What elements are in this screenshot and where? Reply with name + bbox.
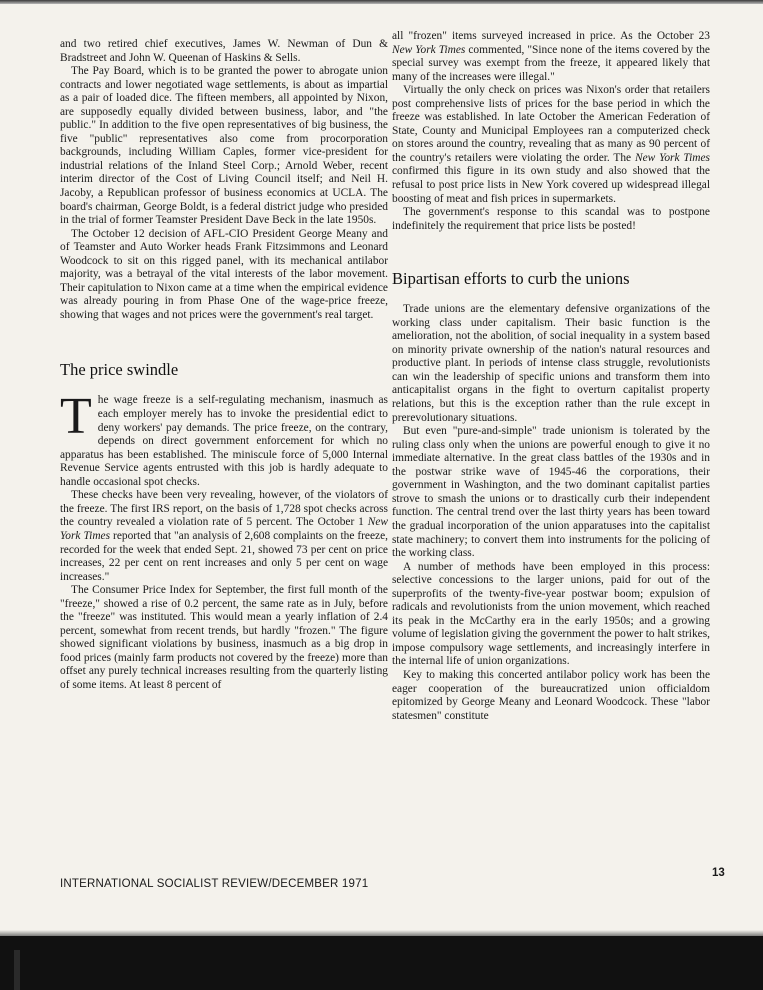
- paragraph: [60, 489, 388, 584]
- dropcap-letter: T: [60, 388, 92, 446]
- paragraph: The government's response to this scandal was to postpone indefinitely the requirement that price lists be posted!: [392, 206, 710, 232]
- paragraph: But even "pure-and-simple" trade unionism is tolerated by the ruling class only when the unions are powerful enough to give it no immediate alternative. In the great class battles of the 1930s and in the postwar strike wave of 1945-46 the corporations, their government in Washington, and the two dominant capitalist parties strove to smash the unions or to drastically curb their independent function. The central trend over the last thirty years has been toward the gradual incorporation of the union apparatuses into the capitalist state machinery; to convert them into instruments for the policing of the working class.: [392, 425, 710, 560]
- paragraph: Key to making this concerted antilabor policy work has been the eager cooperation of the bureaucratized union officialdom epitomized by George Meany and Leonard Woodcock. These "labor statesmen" constitute: [392, 668, 710, 722]
- page-number: 13: [712, 867, 725, 879]
- right-column: [392, 30, 710, 723]
- paragraph-text: commented, "Since none of the items covered by the special survey was exempt from the freeze, it appeared likely that many of the increases were illegal.": [392, 43, 710, 83]
- paragraph-text: reported that "an analysis of 2,608 complaints on the freeze, recorded for the week that ended Sept. 21, showed 73 per cent on price increases, 22 per cent on rent increases and only 5 per cent on wage increases.": [60, 529, 389, 583]
- scan-bottom-edge: [0, 936, 763, 990]
- newspaper-title: New York Times: [60, 516, 388, 542]
- dropcap-paragraph: [60, 388, 388, 489]
- publication-footer: INTERNATIONAL SOCIALIST REVIEW/DECEMBER 1971: [60, 878, 369, 890]
- paragraph-text: all "frozen" items surveyed increased in price. As the October 23: [392, 30, 710, 42]
- dropcap-paragraph-text: he wage freeze is a self-regulating mechanism, inasmuch as each employer merely has to invoke the presidential edict to deny workers' pay demands. The price freeze, on the contrary, depends on direct government enforcement for which no apparatus has been established. The miniscule force of 5,000 Internal Revenue Service agents entrusted with this job is hardly adequate to handle occasional spot checks.: [60, 394, 388, 488]
- paragraph-text: These checks have been very revealing, however, of the violators of the freeze. The first IRS report, on the basis of 1,728 spot checks across the country revealed a violation rate of 5 percent. The October 1: [60, 489, 388, 529]
- paragraph: [392, 84, 710, 206]
- paragraph: A number of methods have been employed in this process: selective concessions to the larger unions, paid for out of the superprofits of the twenty-five-year postwar boom; expulsion of radicals and revolutionists from the union movement, which reached its peak in the McCarthy era in the early 1950s; and a growing volume of legislation giving the government the power to halt strikes, impose compulsory wage settlements, and increasingly interfere in the internal life of union organizations.: [392, 560, 710, 668]
- paragraph-text: Virtually the only check on prices was Nixon's order that retailers post comprehensive lists of prices for the base period in which the freeze was established. In late October the American Federation of State, County and Municipal Employees ran a computerized check on stores around the country, revealing that as many as 90 percent of the country's retailers were violating the order. The: [392, 84, 710, 164]
- section-heading-price-swindle: The price swindle: [60, 360, 179, 380]
- paragraph: The Consumer Price Index for September, the first full month of the "freeze," showed a rise of 0.2 percent, the same rate as in July, before the "freeze" was instituted. This would mean a yearly inflation of 2.4 percent, somewhat from recent trends, but hardly "frozen." The figure showed significant violations by business, inasmuch as a big drop in food prices (mainly farm products not covered by the freeze) more than offset any purely technical increases resulting from the quarterly listing of some items. At least 8 percent of: [60, 584, 388, 691]
- section-heading-bipartisan-efforts: Bipartisan efforts to curb the unions: [392, 269, 630, 289]
- scan-top-edge: [0, 0, 763, 4]
- left-column: [60, 38, 388, 693]
- scan-edge-mark: [14, 950, 20, 990]
- newspaper-title: New York Times: [392, 43, 466, 56]
- paragraph: Trade unions are the elementary defensive organizations of the working class under capitalism. Their basic function is the amelioration, not the abolition, of social inequality in a system based on minority private ownership of the nation's natural resources and productive plant. In periods of intense class struggle, revolutionists can win the leadership of specific unions and transform them into anticapitalist organs in the fight to overturn capitalist property relations, but this is the exception rather than the rule except in prerevolutionary situations.: [392, 303, 710, 424]
- paragraph: and two retired chief executives, James W. Newman of Dun & Bradstreet and John W. Queenan of Haskins & Sells.: [60, 38, 388, 64]
- paragraph: The Pay Board, which is to be granted the power to abrogate union contracts and lower negotiated wage settlements, is about as impartial as a pair of loaded dice. The fifteen members, all appointed by Nixon, are supposedly equally divided between business, labor, and "the public." In addition to the five open representatives of big business, the five "public" representatives also come from procorporation backgrounds, including William Caples, former vice-president for industrial relations of the Inland Steel Corp.; Arnold Weber, recent interim director of the Cost of Living Council itself; and Neil H. Jacoby, a Republican professor of business economics at UCLA. The board's chairman, George Boldt, is a federal district judge who presided in the trial of former Teamster President Dave Beck in the late 1950s.: [60, 65, 388, 227]
- paragraph: [392, 30, 710, 84]
- newspaper-title: New York Times: [634, 151, 710, 164]
- paragraph: The October 12 decision of AFL-CIO President George Meany and of Teamster and Auto Worker heads Frank Fitzsimmons and Leonard Woodcock to sit on this rigged panel, with its mechanical antilabor majority, was a betrayal of the vital interests of the labor movement. Their capitulation to Nixon came at a time when the empirical evidence was already pouring in from Phase One of the wage-price freeze, showing that wages and not prices were the government's real target.: [60, 227, 388, 321]
- paragraph-text: confirmed this figure in its own study and also showed that the refusal to post price lists in New York covered up widespread illegal boosting of meat and fish prices in supermarkets.: [392, 165, 710, 205]
